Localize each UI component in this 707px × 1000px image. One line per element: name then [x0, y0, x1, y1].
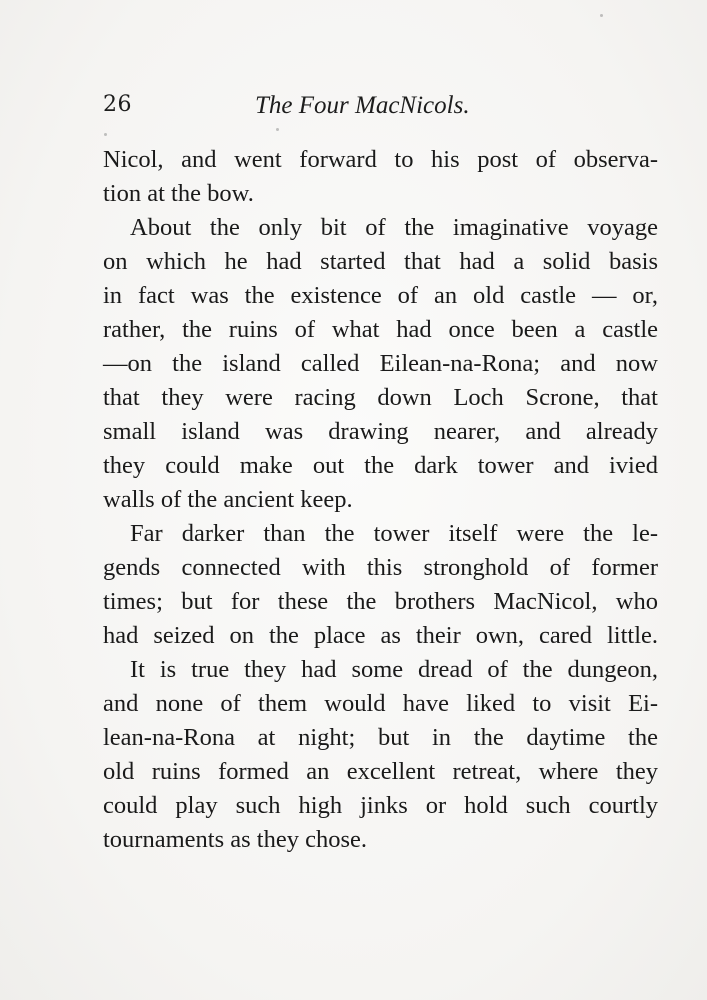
text-line: About the only bit of the imaginative voyage [130, 214, 658, 241]
running-head [103, 92, 658, 128]
text-line: small island was drawing nearer, and already [103, 418, 658, 445]
text-line: lean-na-Rona at night; but in the daytime the [103, 724, 658, 751]
text-line: and none of them would have liked to visit Ei- [103, 690, 658, 717]
text-line: had seized on the place as their own, cared little. [103, 622, 658, 649]
text-line: that they were racing down Loch Scrone, that [103, 384, 658, 411]
text-line: could play such high jinks or hold such courtly [103, 792, 658, 819]
body-text [103, 143, 658, 857]
text-line: —on the island called Eilean-na-Rona; and now [103, 350, 658, 377]
text-line: old ruins formed an excellent retreat, where they [103, 758, 658, 785]
text-line: gends connected with this stronghold of former [103, 554, 658, 581]
paragraph-1 [103, 143, 658, 211]
paragraph-3 [103, 517, 658, 653]
text-line: walls of the ancient keep. [103, 486, 353, 513]
paper-speck [104, 133, 107, 136]
running-title: The Four MacNicols. [255, 92, 470, 119]
text-line: rather, the ruins of what had once been a castle [103, 316, 658, 343]
text-line: tion at the bow. [103, 180, 254, 207]
paragraph-4 [103, 653, 658, 857]
text-line: they could make out the dark tower and ivied [103, 452, 658, 479]
text-line: tournaments as they chose. [103, 826, 367, 853]
page-number: 26 [103, 92, 132, 117]
paper-speck [276, 128, 279, 131]
text-line: on which he had started that had a solid basis [103, 248, 658, 275]
text-line: times; but for these the brothers MacNicol, who [103, 588, 658, 615]
paragraph-2 [103, 211, 658, 517]
text-line: in fact was the existence of an old castle — or, [103, 282, 658, 309]
text-line: Nicol, and went forward to his post of observa- [103, 146, 658, 173]
text-line: It is true they had some dread of the dungeon, [130, 656, 658, 683]
text-line: Far darker than the tower itself were the le- [130, 520, 658, 547]
paper-speck [600, 14, 603, 17]
